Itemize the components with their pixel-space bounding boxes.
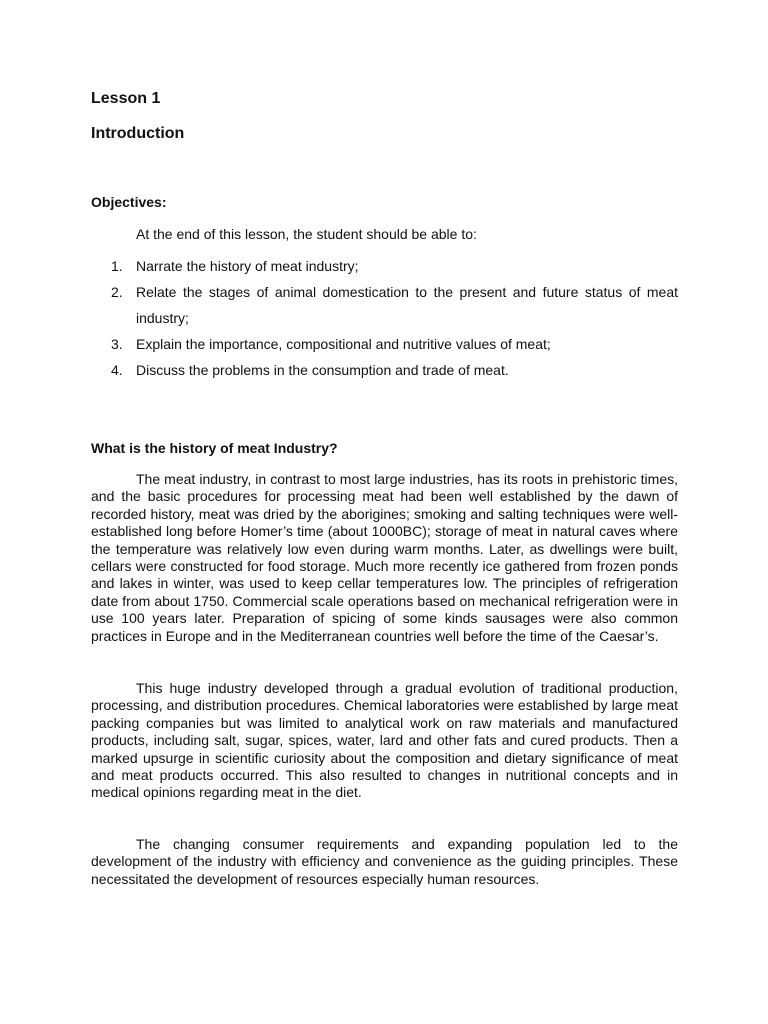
objective-text: Relate the stages of animal domestication to the present and future status of meat industry; [136,284,678,326]
objectives-heading: Objectives: [91,194,167,210]
objective-text: Discuss the problems in the consumption and trade of meat. [136,362,509,378]
history-section-heading: What is the history of meat Industry? [91,440,338,456]
history-paragraph: The changing consumer requirements and expanding population led to the development of the industry with efficiency and convenience as the guiding principles. These necessitated the development of resources especially human resources. [91,836,678,887]
lesson-title-heading: Introduction [91,125,185,142]
objectives-intro-text: At the end of this lesson, the student should be able to: [136,226,477,242]
history-paragraph: The meat industry, in contrast to most large industries, has its roots in prehistoric times, and the basic procedures for processing meat had been well established by the dawn of recorded history, meat was dried by the aborigines; smoking and salting techniques were well-established long before Homer’s time (about 1000BC); storage of meat in natural caves where the temperature was relatively low even during warm months. Later, as dwellings were built, cellars were constructed for food storage. Much more recently ice gathered from frozen ponds and lakes in winter, was used to keep cellar temperatures low. The principles of refrigeration date from about 1750. Commercial scale operations based on mechanical refrigeration were in use 100 years later. Preparation of spicing of some kinds sausages were also common practices in Europe and in the Mediterranean countries well before the time of the Caesar’s. [91,471,678,644]
objective-number: 2. [111,284,123,300]
objective-item [91,279,678,331]
objective-item [91,357,678,383]
objectives-list [91,253,678,383]
lesson-number-heading: Lesson 1 [91,90,161,107]
objective-item [91,253,678,279]
objective-item [91,331,678,357]
objective-text: Explain the importance, compositional and nutritive values of meat; [136,336,551,352]
objective-text: Narrate the history of meat industry; [136,258,359,274]
objective-number: 3. [111,336,123,352]
objective-number: 4. [111,362,123,378]
objective-number: 1. [111,258,123,274]
history-paragraph: This huge industry developed through a gradual evolution of traditional production, processing, and distribution procedures. Chemical laboratories were established by large meat packing companies but was limited to analytical work on raw materials and manufactured products, including salt, sugar, spices, water, lard and other fats and cured products. Then a marked upsurge in scientific curiosity about the composition and dietary significance of meat and meat products occurred. This also resulted to changes in nutritional concepts and in medical opinions regarding meat in the diet. [91,680,678,801]
